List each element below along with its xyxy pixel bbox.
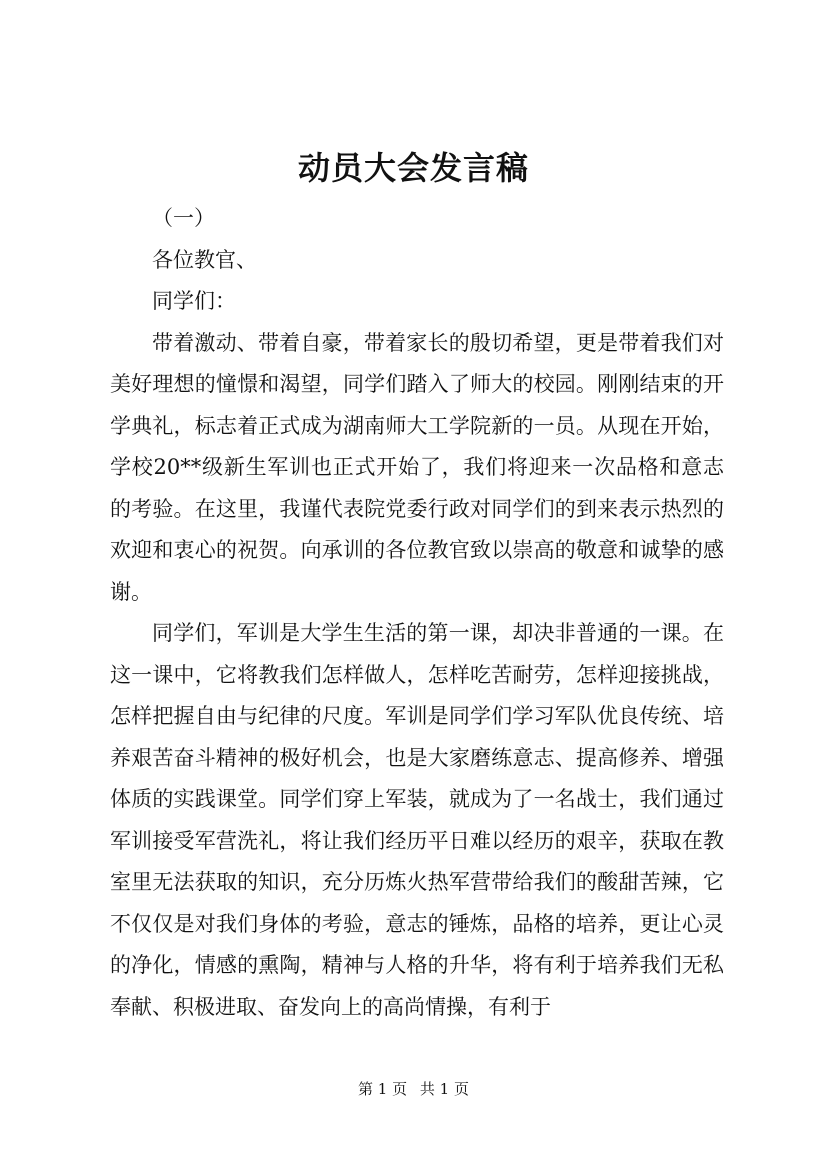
page-number: 第 1 页 <box>358 1080 408 1098</box>
document-title: 动员大会发言稿 <box>297 149 529 187</box>
paragraph-1: 带着激动、带着自豪，带着家长的殷切希望，更是带着我们对美好理想的憧憬和渴望，同学们踏入了师大的校园。刚刚结束的开学典礼，标志着正式成为湖南师大工学院新的一员。从现在开始，学校20**级新生军训也正式开始了，我们将迎来一次品格和意志的考验。在这里，我谨代表院党委行政对同学们的到来表示热烈的欢迎和衷心的祝贺。向承训的各位教官致以崇高的敬意和诚挚的感谢。 <box>110 330 724 604</box>
salutation-instructors: 各位教官、 <box>152 247 257 272</box>
section-marker: （一） <box>152 206 215 230</box>
document-body <box>110 198 724 1028</box>
paragraph-2: 同学们，军训是大学生生活的第一课，却决非普通的一课。在这一课中，它将教我们怎样做人，怎样吃苦耐劳，怎样迎接挑战，怎样把握自由与纪律的尺度。军训是同学们学习军队优良传统、培养艰苦奋斗精神的极好机会，也是大家磨练意志、提高修养、增强体质的实践课堂。同学们穿上军装，就成为了一名战士，我们通过军训接受军营洗礼，将让我们经历平日难以经历的艰辛，获取在教室里无法获取的知识，充分历炼火热军营带给我们的酸甜苦辣，它不仅仅是对我们身体的考验，意志的锤炼，品格的培养，更让心灵的净化，情感的熏陶，精神与人格的升华，将有利于培养我们无私奉献、积极进取、奋发向上的高尚情操，有利于 <box>110 621 724 1019</box>
page-total: 共 1 页 <box>419 1080 469 1098</box>
salutation-students: 同学们： <box>152 289 236 313</box>
page-footer <box>0 1079 827 1099</box>
